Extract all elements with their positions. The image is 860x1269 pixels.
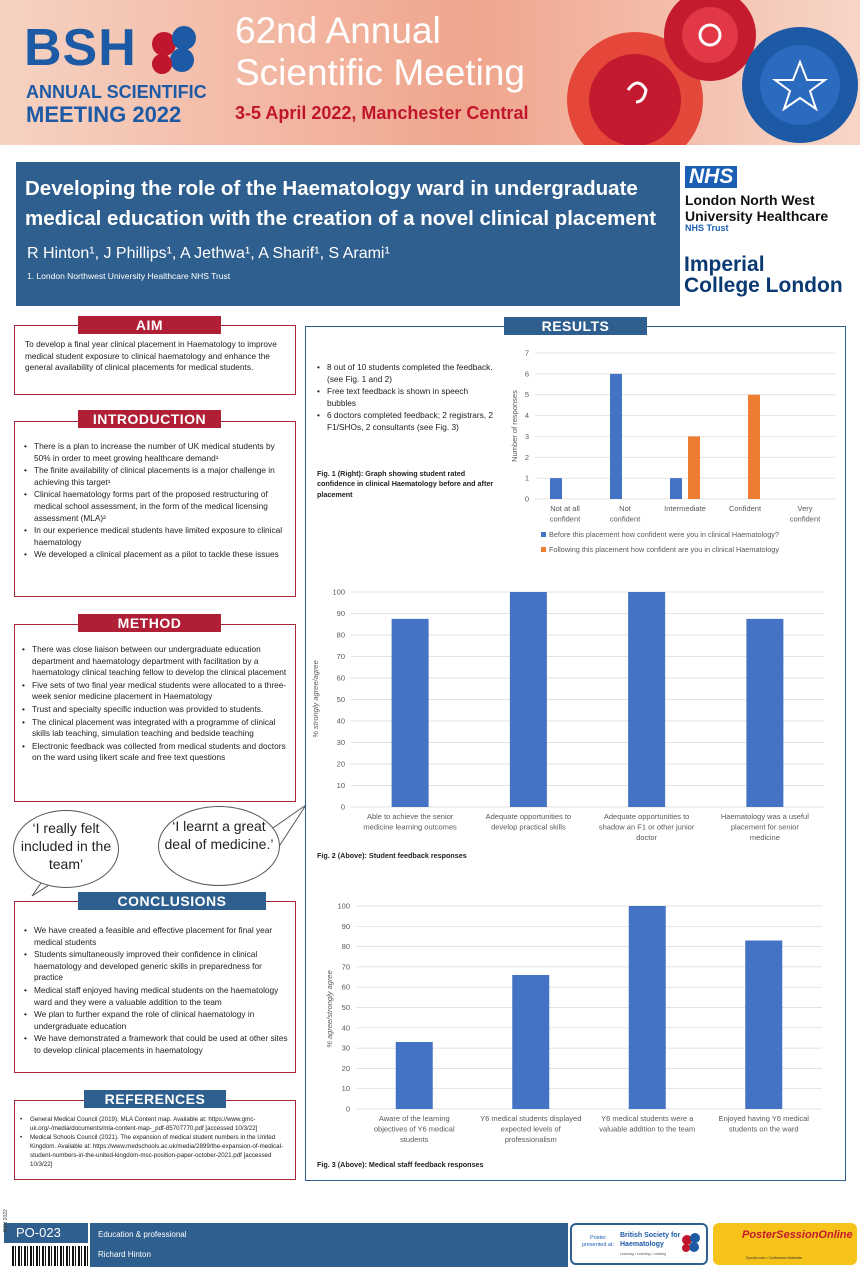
y-tick-label: 30 <box>341 1043 350 1053</box>
quote-bubble-1: ‘I really felt included in the team’ <box>13 810 119 888</box>
bar <box>396 1042 433 1109</box>
society-name: British Society for Haematology <box>620 1232 681 1248</box>
y-tick-label: 80 <box>336 630 345 640</box>
x-tick-label: Aware of the learning objectives of Y6 medical students <box>373 1114 455 1144</box>
y-tick-label: 0 <box>345 1104 350 1114</box>
footer-small-text: BSH 2022 <box>3 1209 9 1232</box>
list-item: • Electronic feedback was collected from medical students and doctors on the ward using likert scale and free text questions <box>22 741 290 764</box>
aim-heading: AIM <box>78 316 221 334</box>
presented-label: Poster presented at: <box>581 1235 615 1248</box>
bar <box>670 478 682 499</box>
list-item: • We developed a clinical placement as a pilot to tackle these issues <box>24 549 288 561</box>
x-tick-label: Intermediate <box>664 504 706 513</box>
bar <box>610 374 622 499</box>
list-item: • We plan to further expand the role of clinical haematology in undergraduate education <box>24 1009 290 1032</box>
poster-id: PO-023 <box>4 1223 88 1243</box>
list-item: • 8 out of 10 students completed the feedback. (see Fig. 1 and 2) <box>317 362 495 385</box>
y-tick-label: 40 <box>336 716 345 726</box>
y-tick-label: 70 <box>336 652 345 661</box>
list-item: • Clinical haematology forms part of the proposed restructuring of medical school assessment, in the form of the medical licensing assessment (MLA)² <box>24 489 288 524</box>
y-tick-label: 80 <box>341 942 350 952</box>
legend-label: Before this placement how confident were you in clinical Haematology? <box>549 530 779 539</box>
fig1-caption: Fig. 1 (Right): Graph showing student rated confidence in clinical Haematology before and after placement <box>317 469 494 499</box>
y-tick-label: 6 <box>524 369 529 379</box>
y-tick-label: 5 <box>524 390 529 400</box>
footer-author: Richard Hinton <box>98 1250 151 1259</box>
x-tick-label: Enjoyed having Y6 medical students on the ward <box>718 1114 809 1134</box>
list-item: • Students simultaneously improved their confidence in clinical haematology and developed generic skills in preparedness for practice <box>24 949 290 984</box>
legend-swatch <box>541 532 546 537</box>
reference-item: • General Medical Council (2019). MLA Content map. Available at: https://www.gmc-uk.org/-/media/documents/mla-content-map-_pdf-85707770.pdf [accessed 10/3/22] <box>20 1116 290 1133</box>
y-tick-label: 1 <box>524 473 529 483</box>
reference-item: • Medical Schools Council (2021). The expansion of medical student numbers in the United Kingdom. Available at: https://www.medschools.ac.uk/media/2899/the-expansion-of-medical-student-numbers-in-the-united-kingdom-msc-position-paper-october-2021.pdf [accessed 10/3/22] <box>20 1134 290 1169</box>
pso-sub: Eposter.com • Conference Abstracts <box>746 1256 803 1260</box>
bar <box>748 395 760 499</box>
bsh-logo: BSH <box>24 19 137 77</box>
x-tick-label: Confident <box>728 504 762 513</box>
bsh-logo-mark <box>146 24 206 76</box>
method-list <box>22 644 290 765</box>
introduction-list <box>24 441 288 562</box>
affiliation: 1. London Northwest University Healthcare NHS Trust <box>27 271 231 281</box>
fig2-caption: Fig. 2 (Above): Student feedback responses <box>317 851 467 860</box>
list-item: • Medical staff enjoyed having medical students on the haematology ward and they were a valuable addition to the team <box>24 985 290 1008</box>
bar <box>629 906 666 1109</box>
y-tick-label: 20 <box>336 759 345 769</box>
bar <box>510 592 547 807</box>
list-item: • We have demonstrated a framework that could be used at other sites to develop clinical placements in haematology <box>24 1033 290 1056</box>
x-tick-label: Y6 medical students were a valuable addition to the team <box>599 1114 696 1134</box>
nhs-org-name: London North West University Healthcare <box>685 192 829 224</box>
y-tick-label: 10 <box>336 781 345 790</box>
bar <box>688 436 700 499</box>
y-tick-label: 0 <box>340 802 345 812</box>
imperial-logo: Imperial College London <box>684 253 843 297</box>
list-item: • There was close liaison between our undergraduate education department and haematology department with facilitation by a haematology clinical teaching fellow to develop the clinical placement <box>22 644 290 679</box>
logo-subtitle-2: MEETING 2022 <box>26 102 182 127</box>
list-item: • 6 doctors completed feedback; 2 registrars, 2 F1/SHOs, 2 consultants (see Fig. 3) <box>317 410 495 433</box>
y-tick-label: 4 <box>524 411 529 421</box>
bar <box>745 941 782 1109</box>
list-item: • The clinical placement was integrated with a programme of clinical skills lab teaching, simulation teaching and bedside teaching <box>22 717 290 740</box>
y-tick-label: 50 <box>341 1003 350 1012</box>
x-tick-label: Adequate opportunities to shadow an F1 or other junior doctor <box>598 812 695 842</box>
y-tick-label: 100 <box>337 901 350 911</box>
y-tick-label: 10 <box>341 1084 350 1094</box>
y-tick-label: 2 <box>524 452 529 462</box>
barcode <box>12 1246 88 1266</box>
x-tick-label: Adequate opportunities to develop practical skills <box>485 812 572 832</box>
fig2-ylabel: % strongly agree/agree <box>311 660 320 738</box>
quote-bubble-2: ‘I learnt a great deal of medicine.’ <box>158 806 280 886</box>
bar <box>512 975 549 1109</box>
meeting-date: 3-5 April 2022, Manchester Central <box>235 103 529 123</box>
results-list <box>317 362 495 435</box>
x-tick-label: Not at all confident <box>549 504 581 524</box>
list-item: • We have created a feasible and effective placement for final year medical students <box>24 925 290 948</box>
list-item: • Trust and specialty specific induction was provided to students. <box>22 704 290 716</box>
bar <box>746 619 783 807</box>
bsh-logo-mark-small <box>680 1232 702 1254</box>
nhs-logo: NHS <box>685 166 737 188</box>
header-decoration <box>560 0 860 145</box>
y-tick-label: 3 <box>524 431 529 441</box>
y-tick-label: 0 <box>524 494 529 504</box>
nhs-trust-label: NHS Trust <box>685 223 729 233</box>
x-tick-label: Very confident <box>789 504 821 524</box>
y-tick-label: 7 <box>524 348 529 358</box>
aim-text: To develop a final year clinical placement in Haematology to improve medical student exposure to clinical haematology and enhance the general availability of clinical placements for medical students. <box>25 339 277 373</box>
method-heading: METHOD <box>78 614 221 632</box>
list-item: • Five sets of two final year medical students were allocated to a three-week senior medicine placement in Haematology <box>22 680 290 703</box>
results-heading: RESULTS <box>504 317 647 335</box>
legend-swatch <box>541 547 546 552</box>
introduction-heading: INTRODUCTION <box>78 410 221 428</box>
references-heading: REFERENCES <box>84 1090 226 1108</box>
legend-label: Following this placement how confident are you in clinical Haematology <box>549 545 779 554</box>
y-tick-label: 90 <box>336 609 345 618</box>
bar <box>628 592 665 807</box>
pso-logo: PosterSessionOnline <box>742 1229 853 1241</box>
y-tick-label: 50 <box>336 695 345 704</box>
fig1-chart <box>505 340 841 565</box>
x-tick-label: Haematology was a useful placement for senior medicine <box>720 812 809 842</box>
x-tick-label: Able to achieve the senior medicine learning outcomes <box>363 812 457 832</box>
y-tick-label: 100 <box>332 587 345 597</box>
authors: R Hinton¹, J Phillips¹, A Jethwa¹, A Sharif¹, S Arami¹ <box>27 245 390 262</box>
list-item: • Free text feedback is shown in speech bubbles <box>317 386 495 409</box>
conclusions-list <box>24 925 290 1058</box>
y-tick-label: 70 <box>341 962 350 972</box>
x-tick-label: Y6 medical students displayed expected levels of professionalism <box>480 1114 582 1144</box>
y-tick-label: 40 <box>341 1023 350 1033</box>
y-tick-label: 90 <box>341 921 350 931</box>
y-tick-label: 30 <box>336 738 345 747</box>
conclusions-heading: CONCLUSIONS <box>78 892 266 910</box>
logo-subtitle-1: ANNUAL SCIENTIFIC <box>26 82 207 102</box>
footer-category: Education & professional <box>98 1230 187 1239</box>
fig1-ylabel: Number of responses <box>510 390 519 462</box>
meeting-title: 62nd Annual Scientific Meeting <box>235 10 525 93</box>
list-item: • In our experience medical students have limited exposure to clinical haematology <box>24 525 288 548</box>
x-tick-label: Not confident <box>609 504 641 524</box>
bar <box>550 478 562 499</box>
fig3-ylabel: % agree/strongly agree <box>325 970 334 1048</box>
y-tick-label: 20 <box>341 1063 350 1073</box>
society-tagline: Learning • Learning • Leading <box>620 1252 667 1256</box>
fig3-caption: Fig. 3 (Above): Medical staff feedback responses <box>317 1160 484 1169</box>
list-item: • There is a plan to increase the number of UK medical students by 50% in order to meet growing healthcare demand¹ <box>24 441 288 464</box>
references-list <box>20 1116 290 1170</box>
fig3-chart <box>310 897 840 1153</box>
list-item: • The finite availability of clinical placements is a major challenge in achieving this target¹ <box>24 465 288 488</box>
fig2-chart <box>310 583 840 849</box>
y-tick-label: 60 <box>341 982 350 992</box>
bar <box>392 619 429 807</box>
y-tick-label: 60 <box>336 673 345 683</box>
poster-title: Developing the role of the Haematology ward in undergraduate medical education with the creation of a novel clinical placement <box>25 177 657 230</box>
